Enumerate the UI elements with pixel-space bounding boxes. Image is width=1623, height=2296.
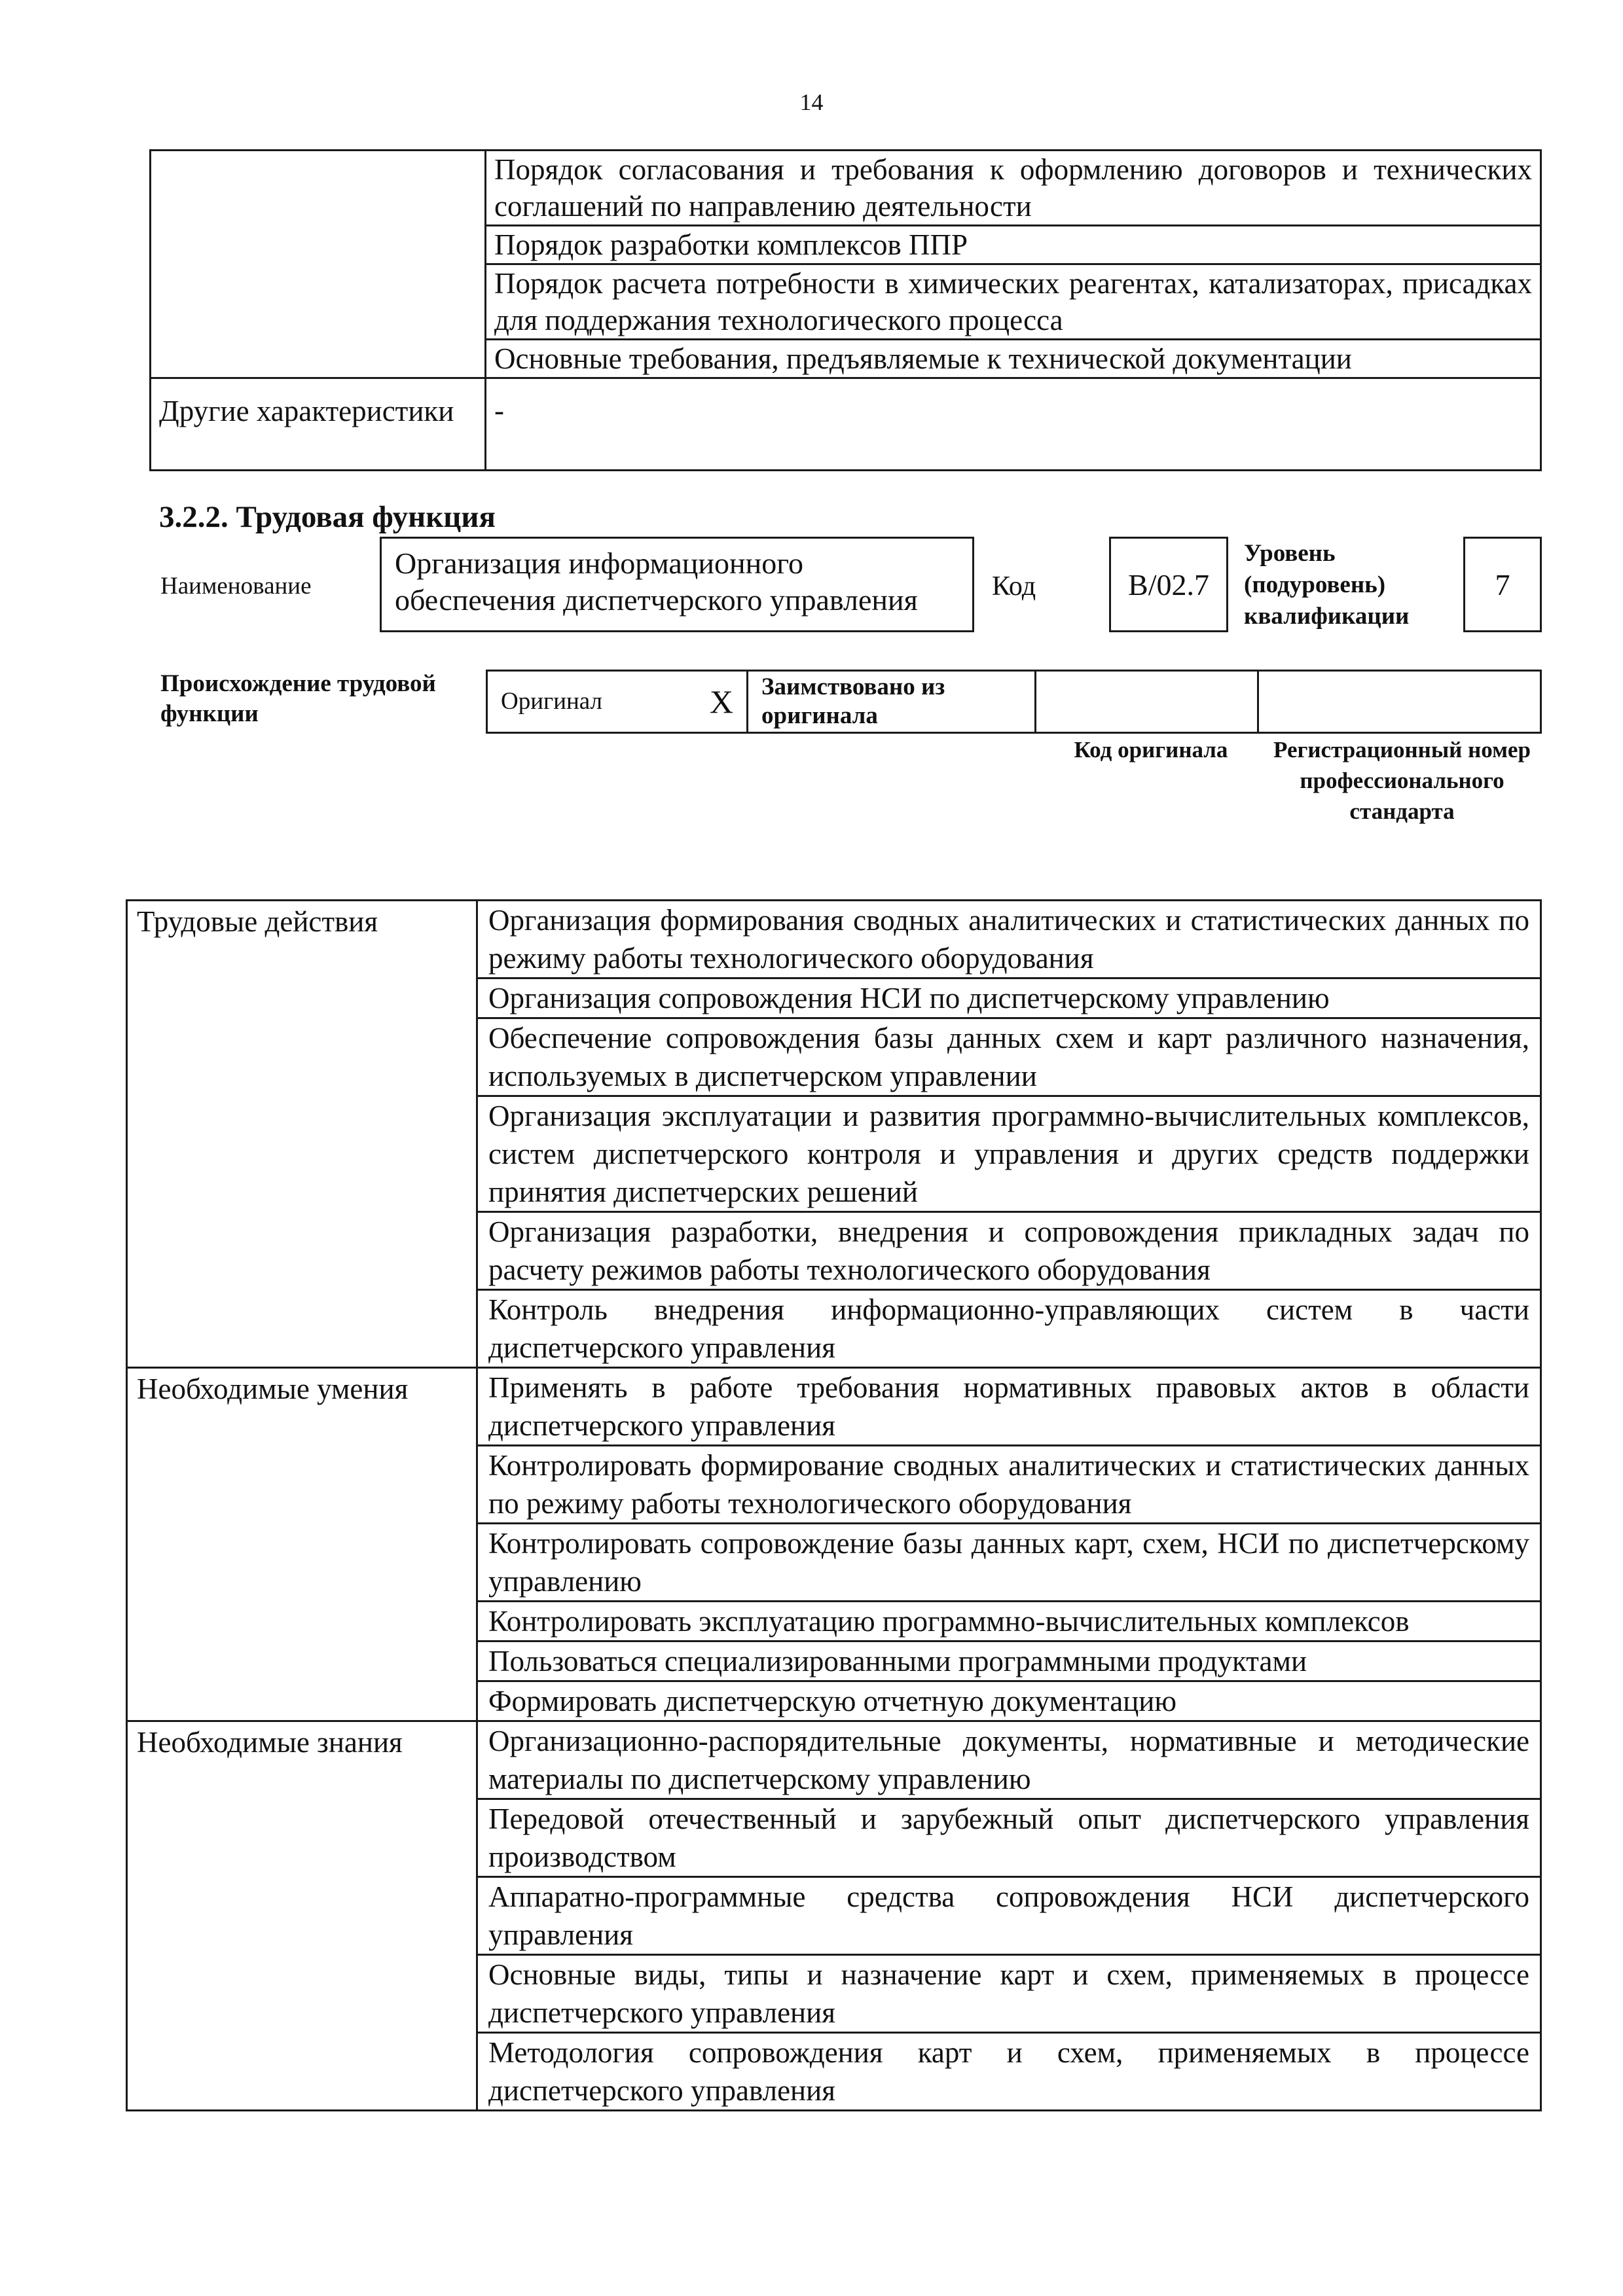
knowledge-row: Основные виды, типы и назначение карт и схем, применяемых в процессе диспетчерского управления (477, 1955, 1541, 2033)
original-code-cell (1036, 671, 1258, 733)
knowledge-row: Основные требования, предъявляемые к технической документации (486, 340, 1541, 378)
function-name-box: Организация информационного обеспечения диспетчерского управления (380, 537, 974, 632)
section-title: 3.2.2. Трудовая функция (159, 500, 496, 534)
knowledge-row: Порядок расчета потребности в химических реагентах, катализаторах, присадках для поддержания технологического процесса (486, 264, 1541, 340)
function-code-box: В/02.7 (1109, 537, 1228, 632)
origin-table (486, 670, 1542, 734)
knowledge-row: Организационно-распорядительные документы, нормативные и методические материалы по диспетчерскому управлению (477, 1721, 1541, 1799)
knowledge-row: Методология сопровождения карт и схем, применяемых в процессе диспетчерского управления (477, 2033, 1541, 2111)
knowledge-row: Порядок разработки комплексов ППР (486, 226, 1541, 264)
labor-action-row: Обеспечение сопровождения базы данных схем и карт различного назначения, используемых в диспетчерском управлении (477, 1018, 1541, 1096)
reg-number-caption: Регистрационный номер профессионального стандарта (1273, 737, 1531, 824)
labor-action-row: Контроль внедрения информационно-управляющих систем в части диспетчерского управления (477, 1290, 1541, 1368)
original-cell (487, 671, 748, 733)
skill-row: Контролировать эксплуатацию программно-вычислительных комплексов (477, 1602, 1541, 1641)
code-label: Код (992, 571, 1036, 601)
skill-row: Контролировать сопровождение базы данных карт, схем, НСИ по диспетчерскому управлению (477, 1524, 1541, 1602)
page-number: 14 (799, 89, 824, 115)
knowledge-row: Передовой отечественный и зарубежный опыт диспетчерского управления производством (477, 1799, 1541, 1877)
labor-actions-label: Трудовые действия (127, 901, 477, 1368)
labor-action-row: Организация эксплуатации и развития программно-вычислительных комплексов, систем диспетчерского контроля и управления и других средств поддержки принятия диспетчерских решений (477, 1096, 1541, 1212)
origin-label: Происхождение трудовой функции (160, 670, 436, 727)
borrowed-label: Заимствовано из оригинала (748, 671, 1036, 733)
continuation-table (149, 149, 1542, 471)
labor-action-row: Организация сопровождения НСИ по диспетчерскому управлению (477, 978, 1541, 1018)
level-label: Уровень (подуровень) квалификации (1244, 540, 1410, 630)
name-label: Наименование (160, 573, 312, 600)
empty-category-cell (151, 151, 486, 378)
original-label: Оригинал (501, 688, 603, 715)
skill-row: Формировать диспетчерскую отчетную документацию (477, 1681, 1541, 1721)
labor-action-row: Организация формирования сводных аналитических и статистических данных по режиму работы технологического оборудования (477, 901, 1541, 978)
required-knowledge-label: Необходимые знания (127, 1721, 477, 2111)
labor-action-row: Организация разработки, внедрения и сопровождения прикладных задач по расчету режимов работы технологического оборудования (477, 1212, 1541, 1290)
required-skills-label: Необходимые умения (127, 1368, 477, 1721)
knowledge-row: Порядок согласования и требования к оформлению договоров и технических соглашений по направлению деятельности (486, 151, 1541, 226)
level-value-box: 7 (1463, 537, 1542, 632)
other-characteristics-label: Другие характеристики (151, 378, 486, 471)
original-code-caption: Код оригинала (1074, 737, 1228, 762)
labor-function-table (126, 899, 1542, 2111)
reg-number-cell (1258, 671, 1541, 733)
skill-row: Применять в работе требования нормативных правовых актов в области диспетчерского управления (477, 1368, 1541, 1446)
skill-row: Пользоваться специализированными программными продуктами (477, 1641, 1541, 1681)
original-x-mark: X (709, 683, 733, 720)
other-characteristics-value: - (486, 378, 1541, 471)
skill-row: Контролировать формирование сводных аналитических и статистических данных по режиму работы технологического оборудования (477, 1446, 1541, 1524)
knowledge-row: Аппаратно-программные средства сопровождения НСИ диспетчерского управления (477, 1877, 1541, 1955)
